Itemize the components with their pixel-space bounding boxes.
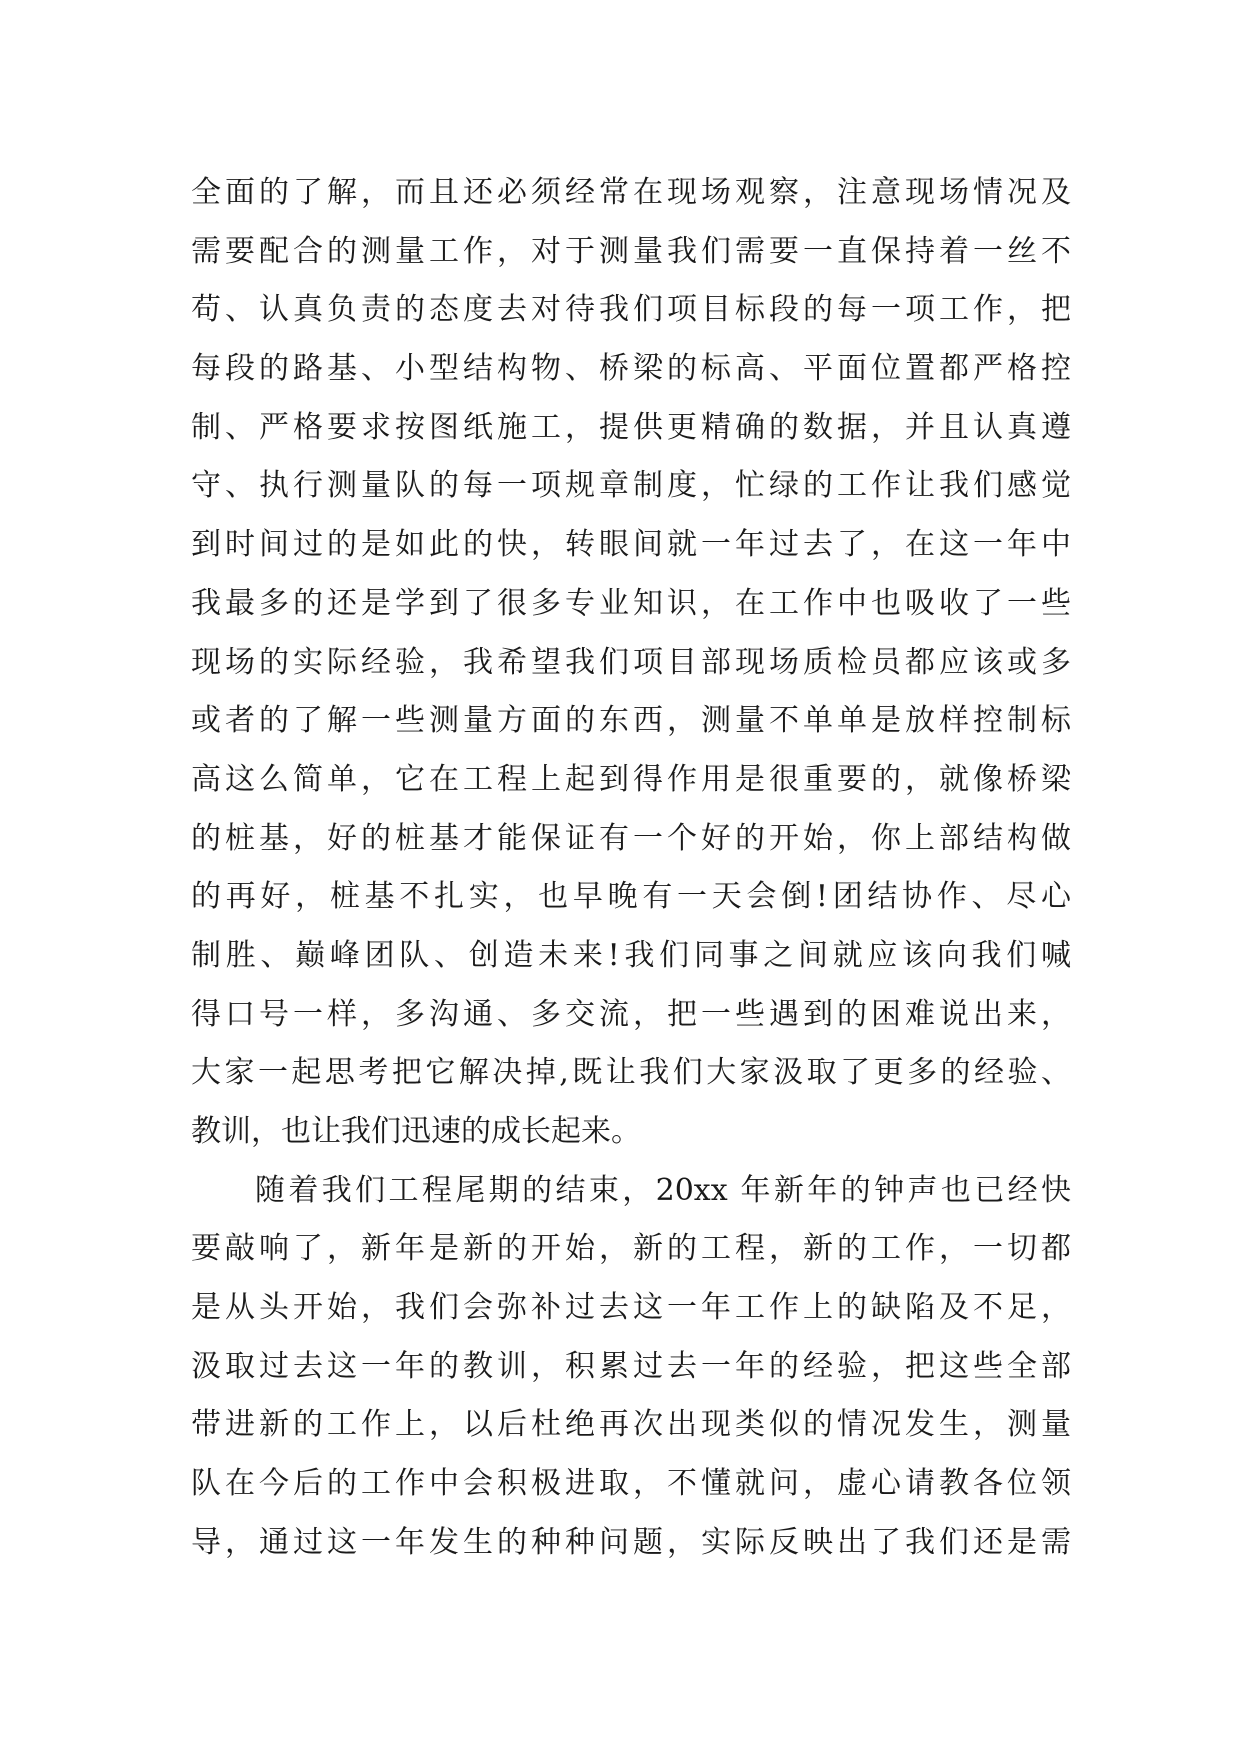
text-line: 制胜、巅峰团队、创造未来!我们同事之间就应该向我们喊 bbox=[191, 937, 1071, 973]
text-line: 全面的了解，而且还必须经常在现场观察，注意现场情况及 bbox=[191, 175, 1071, 210]
text-line: 得口号一样，多沟通、多交流，把一些遇到的困难说出来， bbox=[191, 996, 1071, 1032]
text-line: 导，通过这一年发生的种种问题，实际反映出了我们还是需 bbox=[191, 1524, 1071, 1560]
text-line: 带进新的工作上，以后杜绝再次出现类似的情况发生，测量 bbox=[191, 1407, 1071, 1443]
text-line: 汲取过去这一年的教训，积累过去一年的经验，把这些全部 bbox=[191, 1348, 1071, 1384]
body-text bbox=[191, 164, 1071, 1573]
text-line: 队在今后的工作中会积极进取，不懂就问，虚心请教各位领 bbox=[191, 1466, 1071, 1502]
text-line-paragraph-start: 随着我们工程尾期的结束，20xx 年新年的钟声也已经快 bbox=[255, 1172, 1071, 1208]
text-line: 每段的路基、小型结构物、桥梁的标高、平面位置都严格控 bbox=[191, 351, 1071, 387]
text-line: 大家一起思考把它解决掉,既让我们大家汲取了更多的经验、 bbox=[191, 1055, 1071, 1091]
text-line: 需要配合的测量工作，对于测量我们需要一直保持着一丝不 bbox=[191, 233, 1071, 269]
text-line: 我最多的还是学到了很多专业知识，在工作中也吸收了一些 bbox=[191, 585, 1071, 621]
text-line: 现场的实际经验，我希望我们项目部现场质检员都应该或多 bbox=[191, 644, 1071, 680]
text-line: 是从头开始，我们会弥补过去这一年工作上的缺陷及不足， bbox=[191, 1290, 1071, 1326]
text-line: 苟、认真负责的态度去对待我们项目标段的每一项工作，把 bbox=[191, 292, 1071, 328]
text-line: 或者的了解一些测量方面的东西，测量不单单是放样控制标 bbox=[191, 703, 1071, 739]
text-line-paragraph-end: 教训，也让我们迅速的成长起来。 bbox=[191, 1114, 641, 1149]
text-line: 守、执行测量队的每一项规章制度，忙绿的工作让我们感觉 bbox=[191, 468, 1071, 504]
text-line: 到时间过的是如此的快，转眼间就一年过去了，在这一年中 bbox=[191, 527, 1071, 563]
text-line: 制、严格要求按图纸施工，提供更精确的数据，并且认真遵 bbox=[191, 409, 1071, 445]
text-line: 的再好，桩基不扎实，也早晚有一天会倒!团结协作、尽心 bbox=[191, 879, 1071, 915]
text-line: 要敲响了，新年是新的开始，新的工程，新的工作，一切都 bbox=[191, 1231, 1071, 1267]
text-line: 的桩基，好的桩基才能保证有一个好的开始，你上部结构做 bbox=[191, 820, 1071, 856]
text-line: 高这么简单，它在工程上起到得作用是很重要的，就像桥梁 bbox=[191, 761, 1071, 797]
